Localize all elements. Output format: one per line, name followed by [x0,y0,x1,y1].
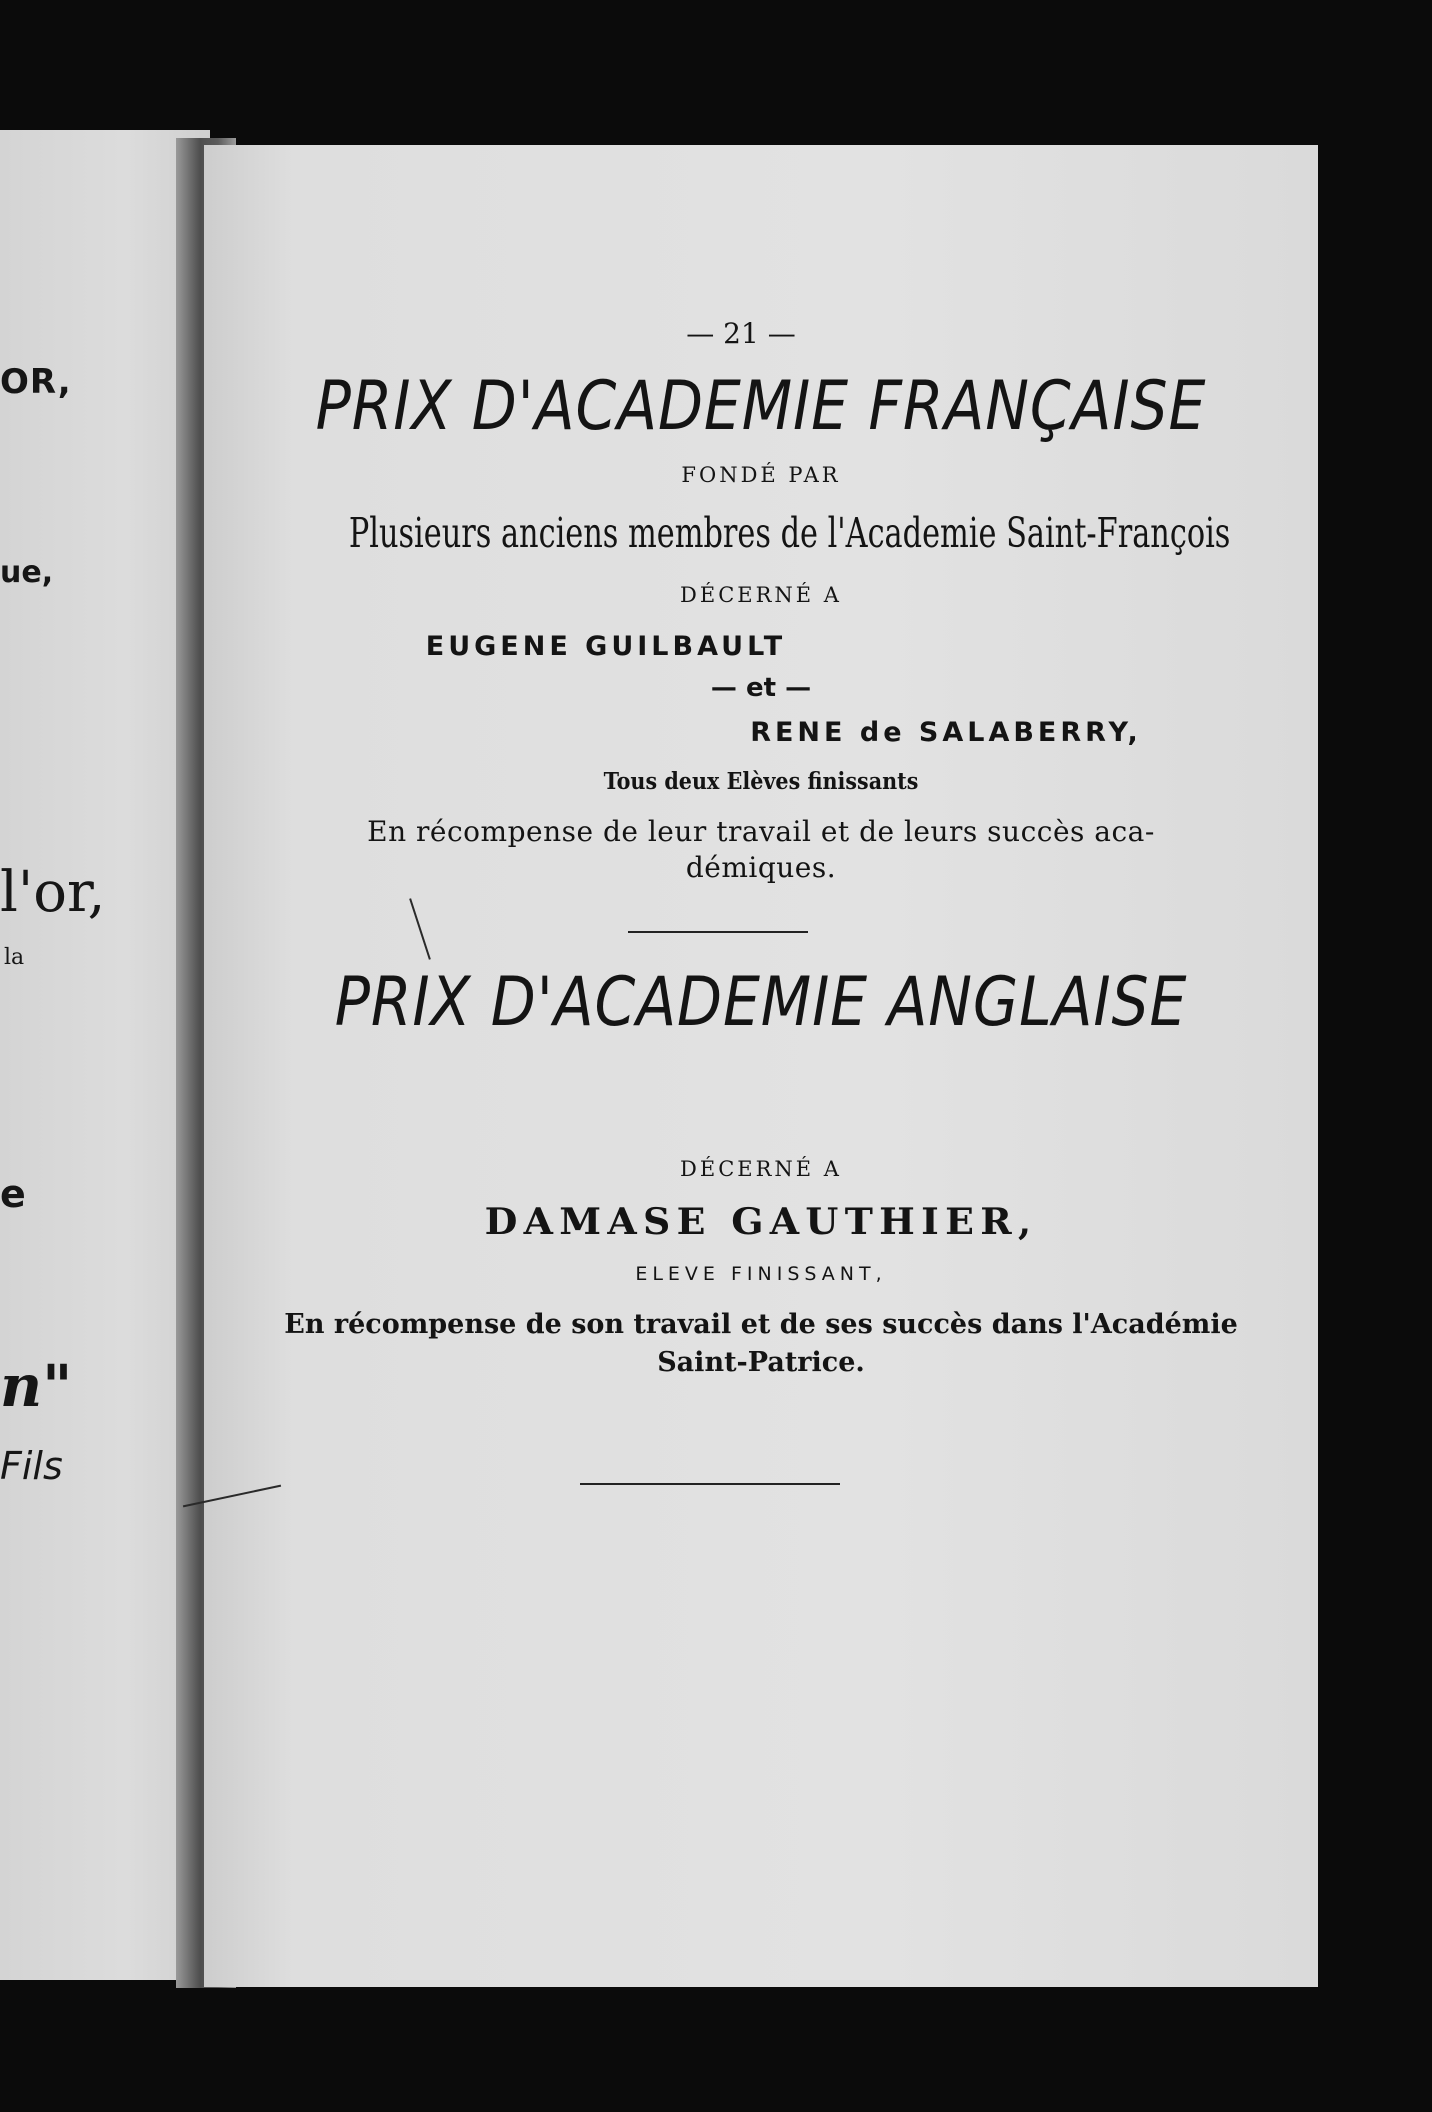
decerne-label: DÉCERNÉ A [680,583,842,607]
end-divider [580,1483,840,1485]
page-number: — 21 — [686,317,796,350]
left-page-fragment: e [0,1172,26,1216]
left-page-fragment: l'or, [0,860,106,925]
section-title-french: PRIX D'ACADEMIE FRANÇAISE [315,367,1207,446]
section-title-english: PRIX D'ACADEMIE ANGLAISE [334,963,1188,1042]
award-reason-line: En récompense de leur travail et de leurs succès aca- [367,815,1155,848]
left-page-fragment: ue, [0,555,54,590]
fonde-par-label: FONDÉ PAR [681,463,841,487]
recipient-status: ELEVE FINISSANT, [635,1263,887,1285]
decerne-label: DÉCERNÉ A [680,1157,842,1181]
pen-mark [409,898,431,959]
left-page-fragment: Fils [0,1444,63,1488]
recipient-name: RENE de SALABERRY, [750,717,1142,748]
recipient-name: DAMASE GAUTHIER, [484,1201,1038,1243]
founders-line: Plusieurs anciens membres de l'Academie Saint-François [348,509,1231,557]
left-page-fragment: n" [0,1352,73,1420]
award-reason-line: démiques. [685,851,837,884]
right-page [204,145,1318,1987]
conjunction: — et — [710,673,812,703]
recipient-name: EUGENE GUILBAULT [425,631,787,662]
award-reason-line: Saint-Patrice. [657,1347,865,1378]
section-divider [628,931,808,933]
left-page-fragment: la [4,945,25,970]
recipient-status: Tous deux Elèves finissants [603,768,919,795]
award-reason-line: En récompense de son travail et de ses succès dans l'Académie [284,1309,1238,1340]
left-page-fragment: OR, [0,362,72,402]
